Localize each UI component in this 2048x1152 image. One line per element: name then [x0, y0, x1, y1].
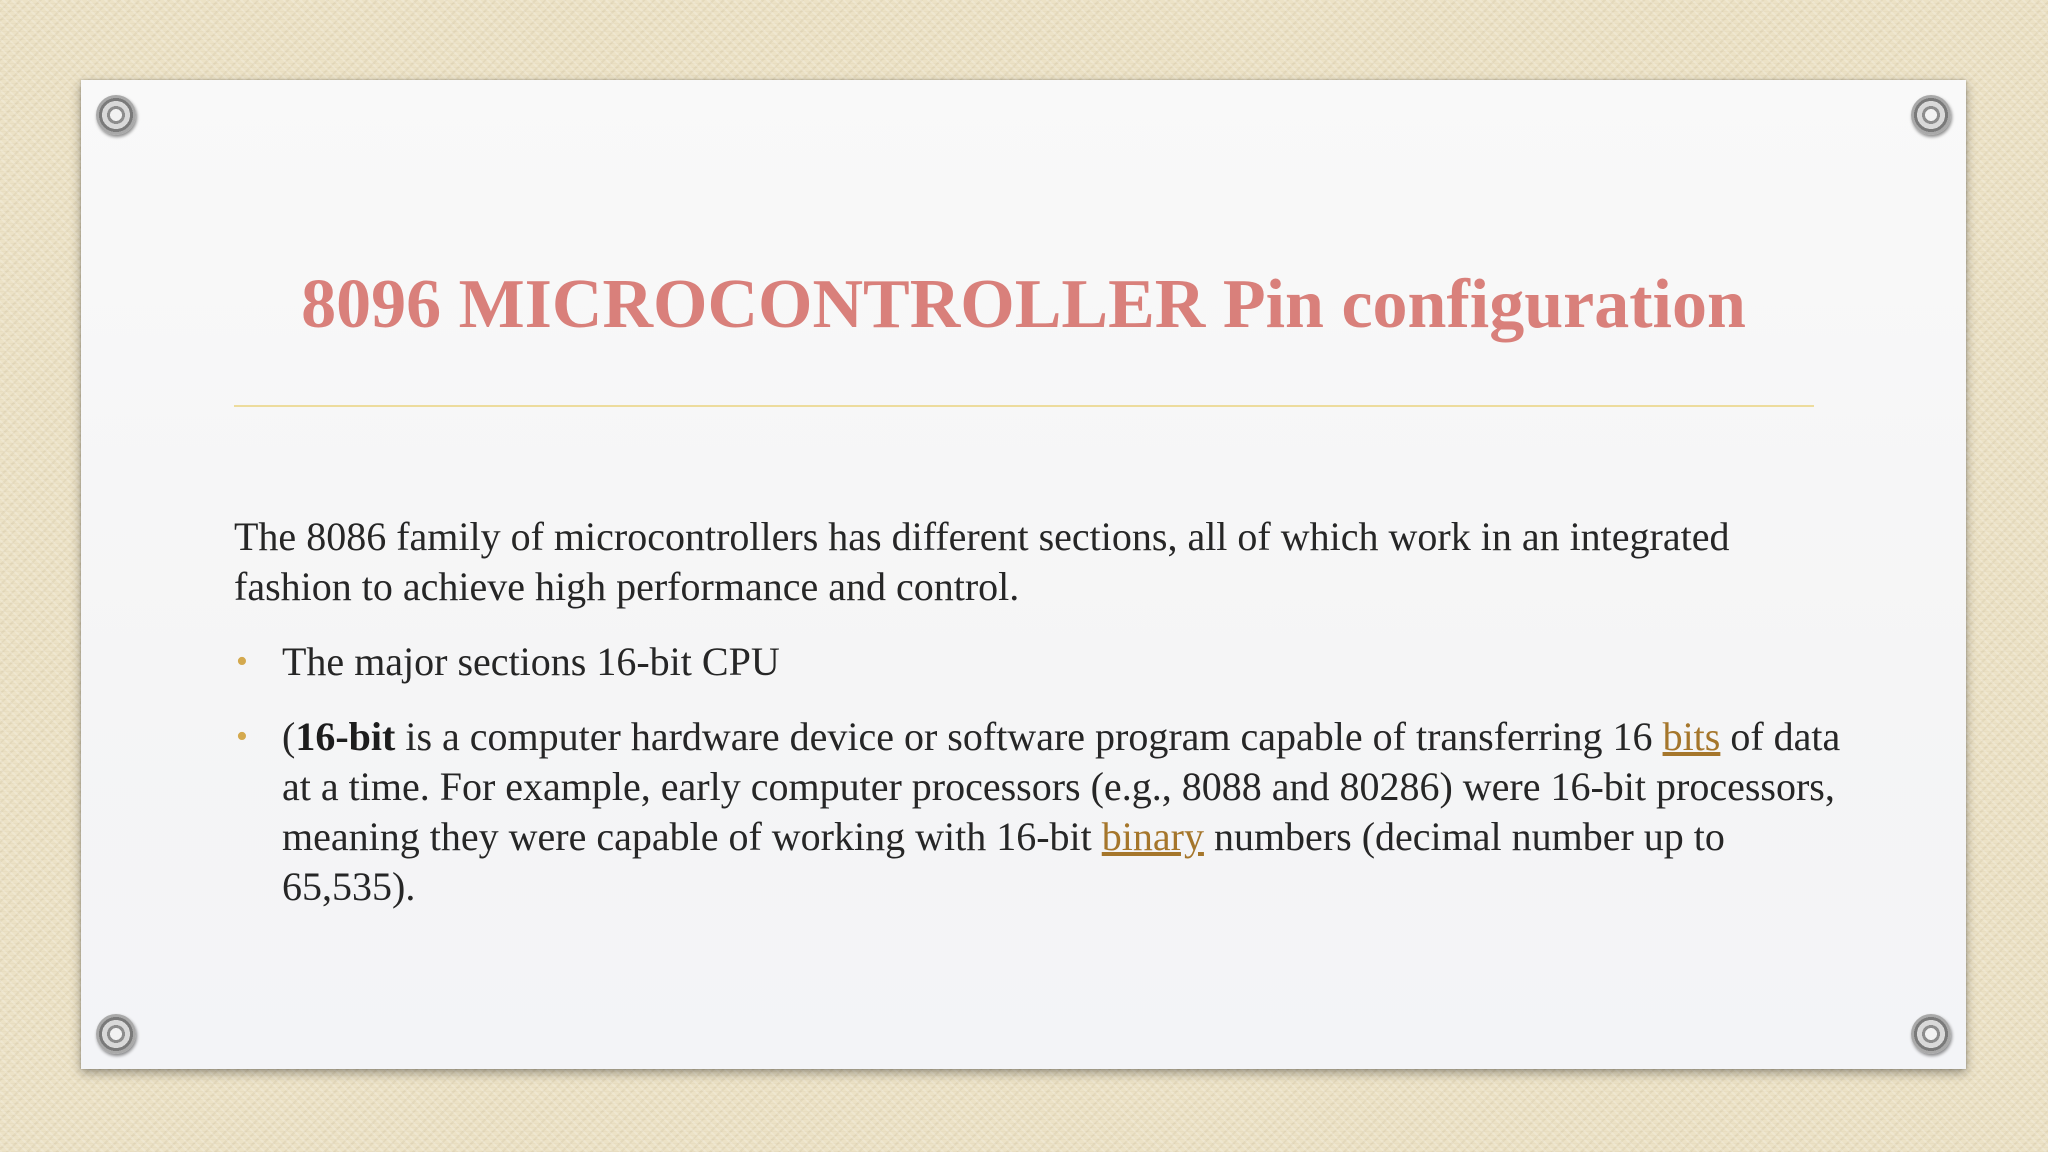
grommet-bottom-right — [1911, 1014, 1951, 1054]
bullet-text-part1: is a computer hardware device or software program capable of transferring 16 — [395, 714, 1663, 759]
bullet-item — [234, 637, 1854, 687]
bullet-text-part2: of data at a time. For example, early computer processors (e.g., 8088 and 80286) were 16-bit processors, meaning they were capable of working with 16-bit — [282, 714, 1841, 859]
bullet-dot-icon: • — [236, 643, 248, 680]
slide-body — [234, 512, 1854, 937]
slide-card — [81, 80, 1966, 1069]
bullet-bold-term: 16-bit — [295, 714, 396, 759]
binary-link[interactable]: binary — [1101, 814, 1204, 859]
bullet-dot-icon: • — [236, 718, 248, 755]
title-divider — [234, 405, 1814, 407]
bullet-text: The major sections 16-bit CPU — [282, 639, 780, 684]
grommet-bottom-left — [96, 1014, 136, 1054]
intro-paragraph: The 8086 family of microcontrollers has different sections, all of which work in an integrated fashion to achieve high performance and control. — [234, 514, 1730, 609]
bullet-text-part3: numbers (decimal number up to 65,535). — [282, 814, 1725, 909]
bits-link[interactable]: bits — [1662, 714, 1721, 759]
bullet-open-paren: ( — [282, 714, 296, 759]
bullet-list — [234, 637, 1854, 912]
grommet-top-left — [96, 95, 136, 135]
grommet-top-right — [1911, 95, 1951, 135]
slide-title: 8096 MICROCONTROLLER Pin configuration — [301, 266, 1746, 343]
bullet-item — [234, 712, 1854, 912]
